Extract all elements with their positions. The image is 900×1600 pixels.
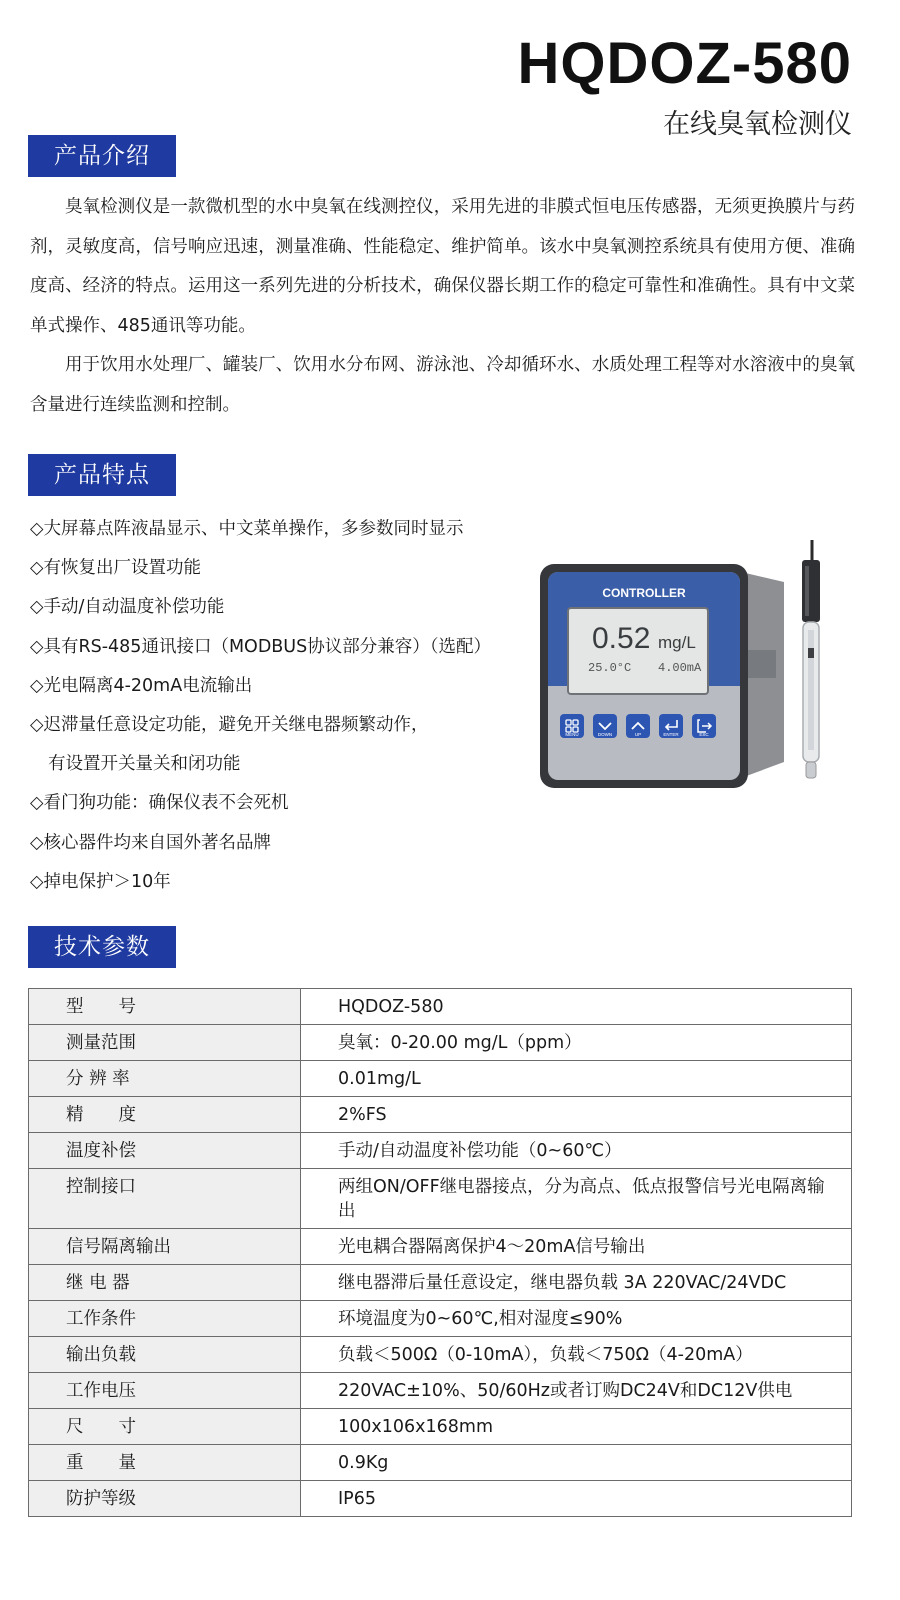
intro-section-header: 产品介绍 xyxy=(28,135,176,177)
spec-key: 温度补偿 xyxy=(29,1133,301,1169)
lcd-main-unit: mg/L xyxy=(658,633,696,652)
specs-section-header: 技术参数 xyxy=(28,926,176,968)
down-button-label: DOWN xyxy=(597,732,613,737)
table-row xyxy=(29,1409,852,1445)
product-image xyxy=(536,540,836,800)
features-section-header: 产品特点 xyxy=(28,454,176,496)
spec-value: 0.01mg/L xyxy=(301,1061,852,1097)
table-row xyxy=(29,1373,852,1409)
spec-key: 尺 寸 xyxy=(29,1409,301,1445)
spec-key: 输出负载 xyxy=(29,1337,301,1373)
lcd-temperature: 25.0°C xyxy=(588,661,632,675)
spec-value: 220VAC±10%、50/60Hz或者订购DC24V和DC12V供电 xyxy=(301,1373,852,1409)
table-row xyxy=(29,1133,852,1169)
spec-key: 精 度 xyxy=(29,1097,301,1133)
spec-key: 分 辨 率 xyxy=(29,1061,301,1097)
features-list xyxy=(30,510,530,902)
table-row xyxy=(29,1445,852,1481)
lcd-current: 4.00mA xyxy=(658,661,702,675)
table-row xyxy=(29,1337,852,1373)
table-row xyxy=(29,1301,852,1337)
table-row xyxy=(29,1169,852,1229)
table-row xyxy=(29,1025,852,1061)
spec-value: HQDOZ-580 xyxy=(301,989,852,1025)
spec-key: 测量范围 xyxy=(29,1025,301,1061)
model-title: HQDOZ-580 xyxy=(517,31,852,96)
spec-key: 防护等级 xyxy=(29,1481,301,1517)
feature-item: ◇看门狗功能：确保仪表不会死机 xyxy=(30,793,289,814)
intro-text xyxy=(30,188,855,425)
spec-value: 2%FS xyxy=(301,1097,852,1133)
feature-item: ◇迟滞量任意设定功能，避免开关继电器频繁动作， xyxy=(30,715,429,736)
spec-value: 手动/自动温度补偿功能（0~60℃） xyxy=(301,1133,852,1169)
feature-item: ◇具有RS-485通讯接口（MODBUS协议部分兼容）（选配） xyxy=(30,636,491,657)
menu-button-label: MENU xyxy=(565,732,579,737)
spec-value: 光电耦合器隔离保护4～20mA信号输出 xyxy=(301,1229,852,1265)
specs-table xyxy=(28,988,852,1517)
table-row xyxy=(29,989,852,1025)
feature-item: ◇大屏幕点阵液晶显示、中文菜单操作，多参数同时显示 xyxy=(30,519,464,539)
intro-paragraph: 用于饮用水处理厂、罐装厂、饮用水分布网、游泳池、冷却循环水、水质处理工程等对水溶液中的臭氧含量进行连续监测和控制。 xyxy=(30,355,855,415)
feature-item: ◇光电隔离4-20mA电流输出 xyxy=(30,675,253,696)
spec-value: 两组ON/OFF继电器接点，分为高点、低点报警信号光电隔离输出 xyxy=(301,1169,852,1229)
spec-key: 信号隔离输出 xyxy=(29,1229,301,1265)
spec-key: 工作电压 xyxy=(29,1373,301,1409)
product-subtitle: 在线臭氧检测仪 xyxy=(663,109,852,140)
feature-item: 有设置开关量关和闭功能 xyxy=(48,754,241,775)
enter-button[interactable] xyxy=(659,714,683,738)
up-button[interactable] xyxy=(626,714,650,738)
spec-value: 0.9Kg xyxy=(301,1445,852,1481)
housing-vent xyxy=(746,650,776,678)
lcd-main-value: 0.52 xyxy=(592,622,651,655)
spec-value: 环境温度为0~60℃,相对湿度≤90% xyxy=(301,1301,852,1337)
spec-value: IP65 xyxy=(301,1481,852,1517)
table-row xyxy=(29,1097,852,1133)
feature-item: ◇掉电保护＞10年 xyxy=(30,871,171,892)
intro-paragraph: 臭氧检测仪是一款微机型的水中臭氧在线测控仪，采用先进的非膜式恒电压传感器，无须更换膜片与药剂，灵敏度高，信号响应迅速，测量准确、性能稳定、维护简单。该水中臭氧测控系统具有使用方便、准确度高、经济的特点。运用这一系列先进的分析技术，确保仪器长期工作的稳定可靠性和准确性。具有中文菜单式操作、485通讯等功能。 xyxy=(30,197,855,336)
spec-key: 重 量 xyxy=(29,1445,301,1481)
table-row xyxy=(29,1265,852,1301)
sensor-probe xyxy=(802,540,820,778)
feature-item: ◇有恢复出厂设置功能 xyxy=(30,558,201,579)
feature-item: ◇手动/自动温度补偿功能 xyxy=(30,597,225,618)
feature-item: ◇核心器件均来自国外著名品牌 xyxy=(30,832,271,853)
table-row xyxy=(29,1061,852,1097)
spec-value: 100x106x168mm xyxy=(301,1409,852,1445)
esc-button[interactable] xyxy=(692,714,716,738)
enter-button-label: ENTER xyxy=(663,732,679,737)
panel-label: CONTROLLER xyxy=(602,586,686,600)
spec-value: 继电器滞后量任意设定，继电器负载 3A 220VAC/24VDC xyxy=(301,1265,852,1301)
spec-value: 负载＜500Ω（0-10mA），负载＜750Ω（4-20mA） xyxy=(301,1337,852,1373)
esc-button-label: ESC xyxy=(699,732,709,737)
spec-key: 继 电 器 xyxy=(29,1265,301,1301)
table-row xyxy=(29,1481,852,1517)
spec-key: 控制接口 xyxy=(29,1169,301,1229)
menu-button[interactable] xyxy=(560,714,584,738)
spec-key: 工作条件 xyxy=(29,1301,301,1337)
down-button[interactable] xyxy=(593,714,617,738)
spec-value: 臭氧：0-20.00 mg/L（ppm） xyxy=(301,1025,852,1061)
spec-key: 型 号 xyxy=(29,989,301,1025)
up-button-label: UP xyxy=(634,732,642,737)
table-row xyxy=(29,1229,852,1265)
